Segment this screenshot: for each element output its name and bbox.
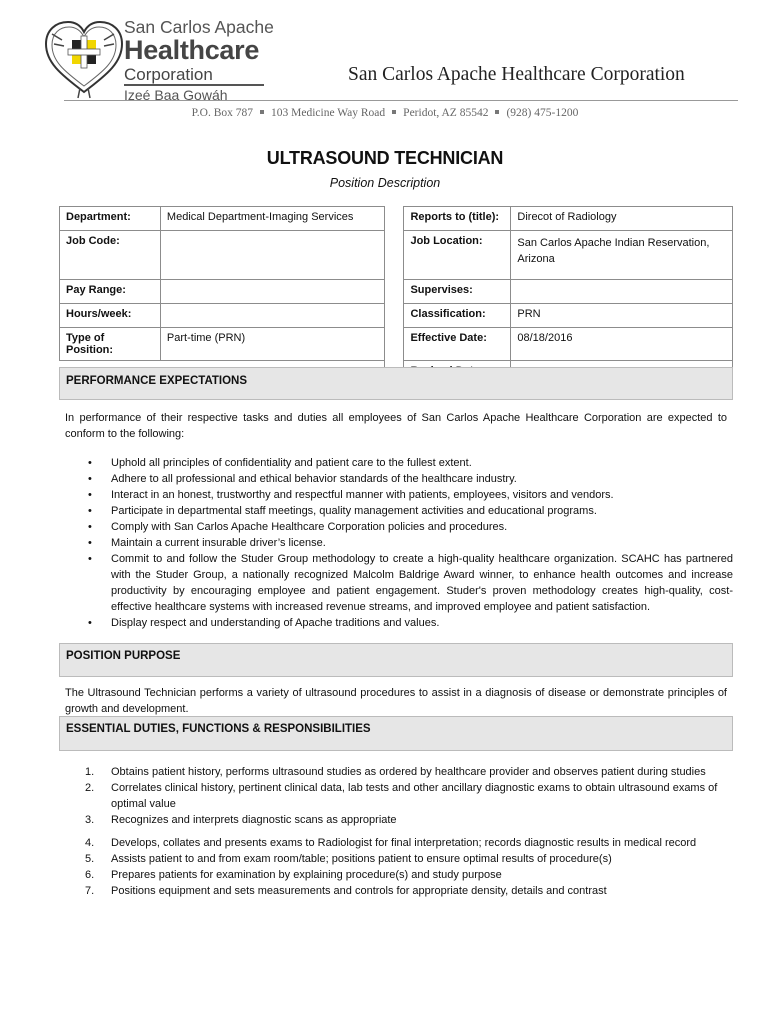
list-text: Prepares patients for examination by explaining procedure(s) and study purpose: [111, 869, 502, 881]
duties-section: [59, 716, 733, 899]
supervises-label: Supervises:: [404, 280, 511, 304]
list-text: Correlates clinical history, pertinent clinical data, lab tests and other ancillary diagnostic exams to obtain ultrasound exams of optimal value: [111, 782, 718, 810]
list-item: [59, 812, 733, 828]
list-text: Positions equipment and sets measurements and controls for appropriate density, details and contrast: [111, 885, 607, 897]
list-number: 1.: [85, 766, 95, 778]
table-gap: [385, 304, 404, 328]
logo-line-3: Corporation: [124, 65, 213, 84]
list-item: • Commit to and follow the Studer Group methodology to create a high-quality healthcare organization. SCAHC has partnered with the Studer Group, a nationally recognized Malcolm Baldrige Award winner, to enhance health outcomes and increase productivity by encouraging employee and patient engagement. Studer's proven methodology creates high-quality, cost-effective healthcare systems with increased revenue streams, and improved employee and patient satisfaction.: [111, 551, 733, 615]
contact-phone: (928) 475-1200: [506, 107, 579, 119]
supervises-value: [511, 280, 733, 304]
hours-value: [160, 304, 385, 328]
list-item: • Maintain a current insurable driver’s license.: [111, 535, 733, 551]
separator-square-icon: [392, 110, 396, 114]
effective-date-label: Effective Date:: [404, 328, 511, 361]
separator-square-icon: [260, 110, 264, 114]
performance-heading: PERFORMANCE EXPECTATIONS: [59, 367, 733, 400]
classification-label: Classification:: [404, 304, 511, 328]
reports-to-value: Direcot of Radiology: [511, 207, 733, 231]
logo-line-4: Izeé Baa Gowáh: [124, 87, 228, 103]
table-gap: [385, 231, 404, 280]
contact-line: [0, 107, 770, 119]
list-text: Obtains patient history, performs ultrasound studies as ordered by healthcare provider and observes patient during studies: [111, 766, 706, 778]
table-gap: [385, 280, 404, 304]
list-item: [59, 867, 733, 883]
purpose-heading: POSITION PURPOSE: [59, 643, 733, 677]
header-divider: [64, 100, 738, 101]
hours-label: Hours/week:: [60, 304, 161, 328]
performance-section: [59, 367, 733, 631]
pay-range-value: [160, 280, 385, 304]
effective-date-value: 08/18/2016: [511, 328, 733, 361]
table-row: [60, 304, 733, 328]
organization-logo: [42, 16, 282, 103]
duties-heading: ESSENTIAL DUTIES, FUNCTIONS & RESPONSIBILITIES: [59, 716, 733, 751]
document-subtitle: Position Description: [329, 176, 441, 190]
list-item: [59, 764, 733, 780]
list-number: 2.: [85, 782, 95, 794]
table-row: [60, 280, 733, 304]
duties-list: [59, 764, 733, 899]
table-gap: [385, 207, 404, 231]
performance-bullet-list: [59, 455, 733, 631]
list-number: 4.: [85, 837, 95, 849]
list-number: 3.: [85, 814, 95, 826]
list-item: • Comply with San Carlos Apache Healthcare Corporation policies and procedures.: [111, 519, 733, 535]
table-row: [60, 207, 733, 231]
job-code-label: Job Code:: [60, 231, 161, 280]
list-item: • Participate in departmental staff meetings, quality management activities and educational programs.: [111, 503, 733, 519]
department-label: Department:: [60, 207, 161, 231]
table-row: [60, 328, 733, 361]
list-number: 5.: [85, 853, 95, 865]
table-gap: [385, 328, 404, 361]
position-type-label: Type of Position:: [60, 328, 161, 361]
organization-title: San Carlos Apache Healthcare Corporation: [348, 64, 685, 85]
list-item: • Interact in an honest, trustworthy and respectful manner with patients, employees, visitors and vendors.: [111, 487, 733, 503]
list-text: Assists patient to and from exam room/table; positions patient to ensure optimal results of procedure(s): [111, 853, 612, 865]
list-number: 6.: [85, 869, 95, 881]
reports-to-label: Reports to (title):: [404, 207, 511, 231]
table-row: [60, 231, 733, 280]
classification-value: PRN: [511, 304, 733, 328]
contact-city: Peridot, AZ 85542: [403, 107, 489, 119]
list-item: • Uphold all principles of confidentiality and patient care to the fullest extent.: [111, 455, 733, 471]
performance-intro: In performance of their respective tasks and duties all employees of San Carlos Apache Healthcare Corporation are expected to conform to the following:: [65, 412, 727, 440]
list-item: [59, 851, 733, 867]
position-info-table: [59, 206, 733, 385]
document-title: ULTRASOUND TECHNICIAN: [266, 148, 504, 168]
pay-range-label: Pay Range:: [60, 280, 161, 304]
purpose-text: The Ultrasound Technician performs a variety of ultrasound procedures to assist in a diagnosis of disease or demonstrate principles of growth and development.: [65, 687, 727, 715]
department-value: Medical Department-Imaging Services: [160, 207, 385, 231]
list-item: [59, 780, 733, 812]
purpose-section: [59, 643, 733, 717]
separator-square-icon: [495, 110, 499, 114]
list-item: [59, 835, 733, 851]
list-text: Recognizes and interprets diagnostic scans as appropriate: [111, 814, 397, 826]
logo-line-2: Healthcare: [124, 35, 260, 65]
job-location-label: Job Location:: [404, 231, 511, 280]
list-item: [59, 883, 733, 899]
job-code-value: [160, 231, 385, 280]
list-item: • Display respect and understanding of Apache traditions and values.: [111, 615, 733, 631]
logo-line-1: San Carlos Apache: [124, 17, 274, 37]
position-type-value: Part-time (PRN): [160, 328, 385, 361]
list-text: Develops, collates and presents exams to Radiologist for final interpretation; records diagnostic results in medical record: [111, 837, 697, 849]
job-location-value: San Carlos Apache Indian Reservation, Arizona: [511, 231, 733, 280]
list-item: • Adhere to all professional and ethical behavior standards of the healthcare industry.: [111, 471, 733, 487]
logo-heartbeat-line: [124, 84, 264, 86]
contact-po-box: P.O. Box 787: [191, 107, 253, 119]
list-number: 7.: [85, 885, 95, 897]
contact-street: 103 Medicine Way Road: [271, 107, 386, 119]
heart-emblem-icon: [42, 16, 126, 100]
